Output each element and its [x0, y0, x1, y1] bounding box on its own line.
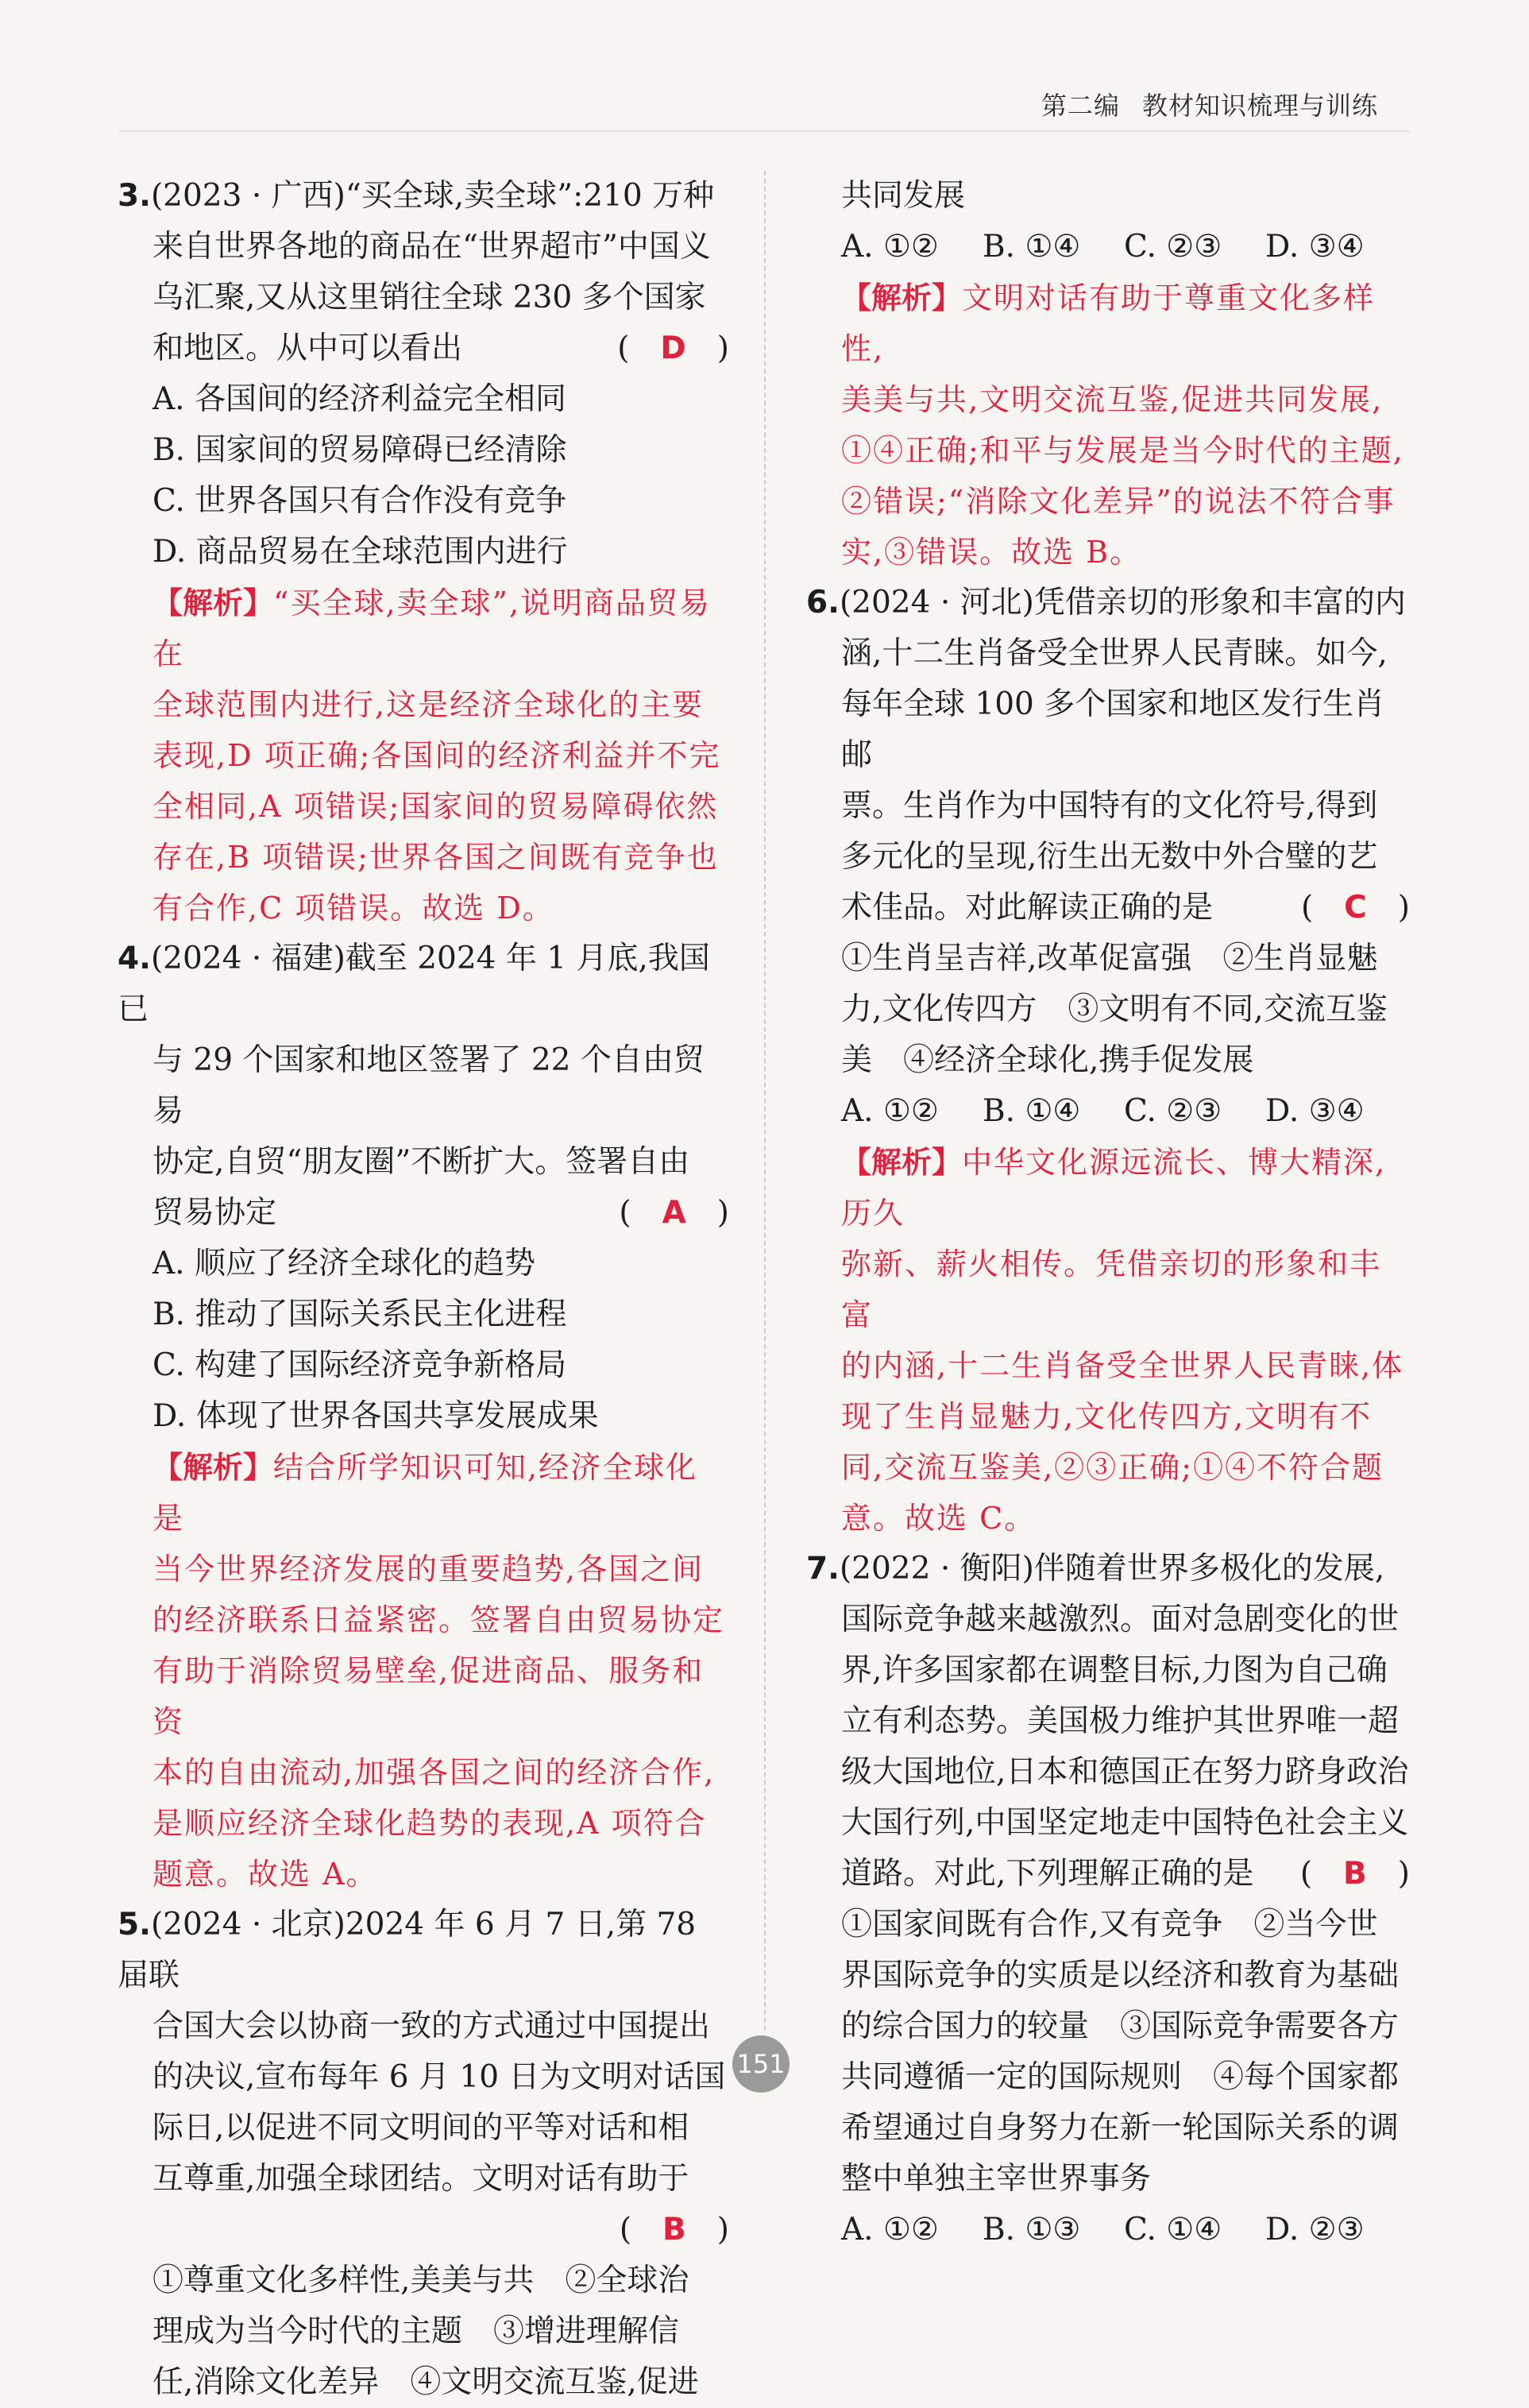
right-column [806, 171, 1410, 2255]
option-a: A. ①② [841, 2212, 939, 2248]
question-line: 6.(2024 · 河北)凭借亲切的形象和丰富的内 [806, 585, 1406, 620]
option-b: B. ①④ [983, 229, 1081, 265]
question-line: 界,许多国家都在调整目标,力图为自己确 [841, 1652, 1388, 1688]
option-a: A. 各国间的经济利益完全相同 [153, 381, 566, 417]
analysis: 【解析】文明对话有助于尊重文化多样性, 美美与共,文明交流互鉴,促进共同发展, ①④正确;和平与发展是当今时代的主题, ②错误;“消除文化差异”的说法不符合事 实,③错误。故选 B。 [841, 280, 1404, 570]
analysis: 【解析】中华文化源远流长、博大精深,历久 弥新、薪火相传。凭借亲切的形象和丰富 的内涵,十二生肖备受全世界人民青睐,体 现了生肖显魅力,文化传四方,文明有不 同,交流互鉴美,②③正确;①④不符合题 意。故选 C。 [841, 1145, 1404, 1536]
question-line: 涵,十二生肖备受全世界人民青睐。如今, [841, 636, 1388, 671]
answer-letter: B [1343, 1856, 1367, 1892]
question-line: 合国大会以协商一致的方式通过中国提出 [153, 2008, 711, 2044]
option-d: D. ③④ [1265, 229, 1365, 265]
choice-line: ①生肖呈吉祥,改革促富强 ②生肖显魅 [841, 941, 1378, 976]
question-line: 3.(2023 · 广西)“买全球,卖全球”:210 万种 [118, 178, 715, 214]
choice-line: 的综合国力的较量 ③国际竞争需要各方 [841, 2008, 1400, 2044]
header-rule [119, 130, 1410, 132]
analysis-tag: 【解析】 [841, 280, 963, 315]
option-a: A. ①② [841, 229, 939, 265]
question-line: 协定,自贸“朋友圈”不断扩大。签署自由 [153, 1144, 690, 1180]
question-number: 3. [118, 178, 151, 214]
question-line: 乌汇聚,又从这里销往全球 230 多个国家 [153, 280, 706, 315]
question-number: 4. [118, 941, 151, 976]
question-line: 级大国地位,日本和德国正在努力跻身政治 [841, 1754, 1409, 1790]
option-c: C. 世界各国只有合作没有竞争 [153, 483, 567, 519]
option-d: D. 体现了世界各国共享发展成果 [153, 1398, 599, 1434]
question-line: 每年全球 100 多个国家和地区发行生肖邮 [841, 686, 1385, 773]
page-number: 151 [732, 2035, 790, 2093]
choice-line: 整中单独主宰世界事务 [841, 2161, 1152, 2197]
analysis-tag: 【解析】 [841, 1145, 963, 1180]
question-7 [806, 1544, 1410, 2255]
question-5 [118, 1900, 729, 2408]
question-line: 票。生肖作为中国特有的文化符号,得到 [841, 788, 1378, 824]
question-number: 5. [118, 1907, 151, 1942]
options-row [841, 222, 1410, 272]
choice-line: 希望通过自身努力在新一轮国际关系的调 [841, 2110, 1400, 2146]
answer-bracket: ( D ) [617, 330, 729, 366]
option-d: D. 商品贸易在全球范围内进行 [153, 534, 568, 570]
question-line: 立有利态势。美国极力维护其世界唯一超 [841, 1703, 1400, 1739]
page-header [1041, 86, 1378, 122]
analysis: 【解析】结合所学知识可知,经济全球化是 当今世界经济发展的重要趋势,各国之间 的经济联系日益紧密。签署自由贸易协定 有助于消除贸易壁垒,促进商品、服务和资 本的自由流动,加强各国之间的经济合作, 是顺应经济全球化趋势的表现,A 项符合 题意。故选 A。 [153, 1450, 725, 1892]
option-a: A. 顺应了经济全球化的趋势 [153, 1246, 535, 1281]
question-line: 与 29 个国家和地区签署了 22 个自由贸易 [153, 1042, 705, 1129]
column-divider [764, 171, 766, 2031]
choice-line: 共同遵循一定的国际规则 ④每个国家都 [841, 2059, 1400, 2095]
analysis-tag: 【解析】 [153, 1450, 274, 1485]
choice-line: 共同发展 [841, 178, 966, 214]
question-line: 5.(2024 · 北京)2024 年 6 月 7 日,第 78 届联 [118, 1907, 697, 1993]
choice-line: 界国际竞争的实质是以经济和教育为基础 [841, 1958, 1400, 1993]
question-line: 道路。对此,下列理解正确的是 ( B ) [806, 1849, 1410, 1900]
question-number: 6. [806, 585, 840, 620]
option-a: A. ①② [841, 1093, 939, 1129]
header-title: 教材知识梳理与训练 [1141, 91, 1378, 121]
question-line: 国际竞争越来越激烈。面对急剧变化的世 [841, 1602, 1400, 1637]
option-b: B. 国家间的贸易障碍已经清除 [153, 432, 567, 468]
options-row [841, 2205, 1410, 2255]
option-c: C. 构建了国际经济竞争新格局 [153, 1347, 567, 1383]
option-b: B. ①④ [983, 1093, 1081, 1129]
answer-letter: A [662, 1195, 686, 1231]
question-6 [806, 578, 1410, 1544]
option-b: B. 推动了国际关系民主化进程 [153, 1297, 567, 1332]
options-row [841, 1086, 1410, 1137]
choice-line: 美 ④经济全球化,携手促发展 [841, 1042, 1254, 1078]
choice-line: 任,消除文化差异 ④文明交流互鉴,促进 [153, 2364, 699, 2400]
question-line: 7.(2022 · 衡阳)伴随着世界多极化的发展, [806, 1551, 1385, 1587]
question-line: 际日,以促进不同文明间的平等对话和相 [153, 2110, 689, 2146]
answer-bracket: ( C ) [1300, 890, 1410, 926]
option-c: C. ①④ [1124, 2212, 1222, 2248]
question-4 [118, 933, 729, 1900]
answer-bracket: ( A ) [619, 1195, 729, 1231]
question-line: 互尊重,加强全球团结。文明对话有助于 [153, 2161, 689, 2197]
answer-bracket: ( B ) [1299, 1856, 1410, 1892]
question-5-continued [806, 171, 1410, 578]
question-line: 4.(2024 · 福建)截至 2024 年 1 月底,我国已 [118, 941, 710, 1027]
answer-letter: B [662, 2212, 686, 2248]
option-c: C. ②③ [1124, 229, 1222, 265]
analysis: 【解析】“买全球,卖全球”,说明商品贸易在 全球范围内进行,这是经济全球化的主要 表现,D 项正确;各国间的经济利益并不完 全相同,A 项错误;国家间的贸易障碍依然 存在,B 项错误;世界各国之间既有竞争也 有合作,C 项错误。故选 D。 [153, 586, 721, 926]
question-number: 7. [806, 1551, 840, 1587]
answer-letter: C [1344, 890, 1367, 926]
option-d: D. ③④ [1265, 1093, 1365, 1129]
question-line: 术佳品。对此解读正确的是 ( C ) [806, 883, 1410, 933]
question-line: 贸易协定 ( A ) [118, 1188, 729, 1239]
question-line: 大国行列,中国坚定地走中国特色社会主义 [841, 1805, 1409, 1841]
answer-letter: D [660, 330, 686, 366]
option-d: D. ②③ [1265, 2212, 1365, 2248]
choice-line: ①国家间既有合作,又有竞争 ②当今世 [841, 1907, 1378, 1942]
answer-line [118, 2205, 729, 2255]
question-line: 来自世界各地的商品在“世界超市”中国义 [153, 229, 711, 265]
choice-line: 理成为当今时代的主题 ③增进理解信 [153, 2313, 680, 2349]
question-line: 的决议,宣布每年 6 月 10 日为文明对话国 [153, 2059, 726, 2095]
option-b: B. ①③ [983, 2212, 1081, 2248]
choice-line: 力,文化传四方 ③文明有不同,交流互鉴 [841, 991, 1388, 1027]
header-part: 第二编 [1041, 91, 1120, 121]
choice-line: ①尊重文化多样性,美美与共 ②全球治 [153, 2263, 689, 2298]
answer-bracket: ( B ) [619, 2212, 729, 2248]
question-line: 多元化的呈现,衍生出无数中外合璧的艺 [841, 839, 1378, 875]
question-line: 和地区。从中可以看出 ( D ) [118, 323, 729, 374]
analysis-tag: 【解析】 [153, 586, 274, 620]
left-column [118, 171, 729, 2408]
question-3 [118, 171, 729, 933]
option-c: C. ②③ [1124, 1093, 1222, 1129]
